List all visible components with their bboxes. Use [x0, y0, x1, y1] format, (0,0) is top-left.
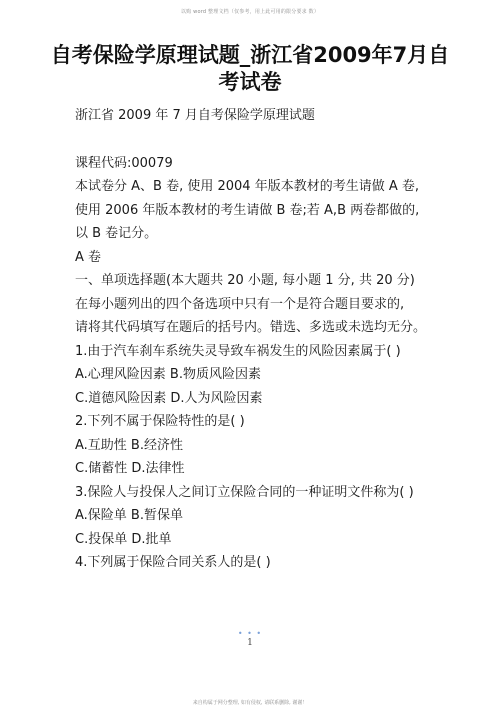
paragraph-line: 请将其代码填写在题后的括号内。错选、多选或未选均无分。	[75, 320, 427, 335]
section-label: A 卷	[75, 249, 102, 265]
paragraph-line: 课程代码:00079	[75, 155, 173, 171]
question-line: 2.下列不属于保险特性的是( )	[75, 414, 245, 429]
option-line: A.心理风险因素 B.物质风险因素	[75, 367, 261, 382]
section-heading: 一、单项选择题(本大题共 20 小题, 每小题 1 分, 共 20 分)	[75, 273, 415, 288]
question-line: 3.保险人与投保人之间订立保险合同的一种证明文件称为( )	[75, 484, 414, 500]
question-line: 1.由于汽车刹车系统失灵导致车祸发生的风险因素属于( )	[75, 343, 401, 359]
title-line-2: 考试卷	[218, 70, 282, 94]
page-header-note: 以购 word 整理文档（仅参考，用上此可用的限分要求 数）	[180, 9, 320, 15]
document-subtitle: 浙江省 2009 年 7 月自考保险学原理试题	[75, 108, 315, 123]
paragraph-line: 使用 2006 年版本教材的考生请做 B 卷;若 A,B 两卷都做的,	[75, 202, 420, 218]
option-line: A.保险单 B.暂保单	[75, 508, 183, 523]
document-body	[75, 104, 435, 575]
option-line: C.投保单 D.批单	[75, 531, 172, 547]
document-title	[40, 42, 460, 96]
paragraph-line: 以 B 卷记分。	[75, 226, 158, 241]
option-line: A.互助性 B.经济性	[75, 437, 183, 453]
page-footer-note: 来自构属于网分整理, 如有侵权, 请联系删除, 谢谢！	[192, 700, 308, 706]
question-line: 4.下列属于保险合同关系人的是( )	[75, 555, 271, 570]
page-number: 1	[247, 638, 253, 648]
paragraph-line: 在每小题列出的四个备选项中只有一个是符合题目要求的,	[75, 296, 405, 312]
title-line-1: 自考保险学原理试题_浙江省2009年7月自	[50, 43, 450, 67]
page-dots: • • •	[237, 629, 263, 638]
paragraph-line: 本试卷分 A、B 卷, 使用 2004 年版本教材的考生请做 A 卷,	[75, 179, 419, 194]
option-line: C.储蓄性 D.法律性	[75, 461, 185, 476]
option-line: C.道德风险因素 D.人为风险因素	[75, 390, 263, 406]
